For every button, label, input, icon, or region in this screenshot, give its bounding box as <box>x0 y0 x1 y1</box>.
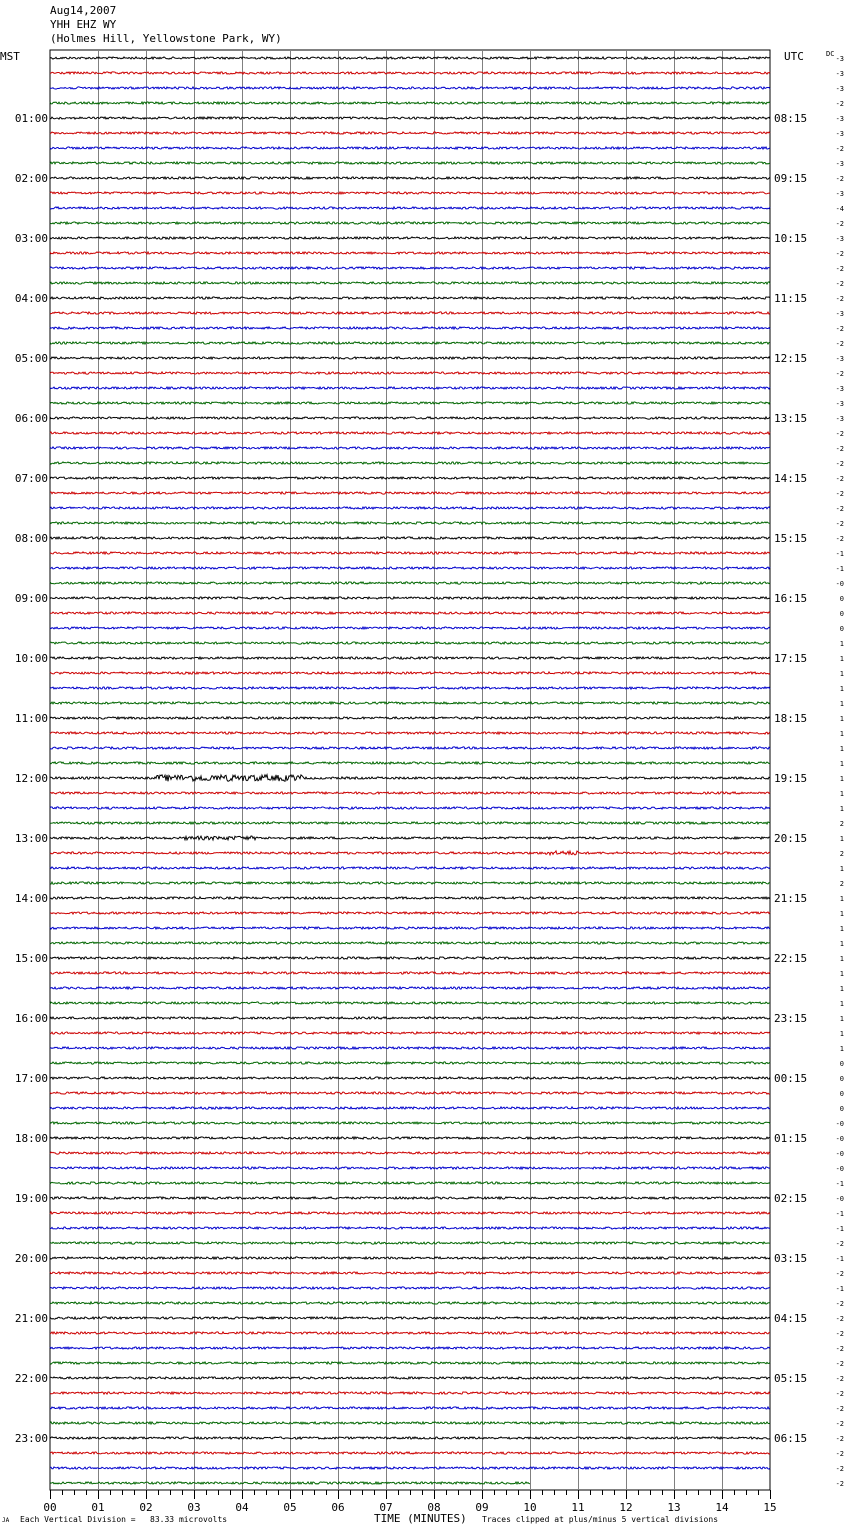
dc-offset-label: -1 <box>835 1285 844 1293</box>
seismic-trace <box>50 1197 770 1199</box>
seismic-trace <box>50 1272 770 1274</box>
dc-offset-label: 1 <box>839 955 844 963</box>
dc-offset-label: -2 <box>835 475 844 483</box>
dc-offset-label: -3 <box>835 385 844 393</box>
dc-label: DC <box>826 50 835 58</box>
seismic-trace <box>50 1212 770 1214</box>
seismic-trace <box>50 192 770 194</box>
seismic-trace <box>50 627 770 629</box>
right-hour-label: 18:15 <box>774 712 808 725</box>
clip-note: Traces clipped at plus/minus 5 vertical divisions <box>482 1515 719 1524</box>
right-hour-label: 03:15 <box>774 1252 808 1265</box>
left-hour-label: 20:00 <box>14 1252 48 1265</box>
seismic-trace <box>50 297 770 299</box>
seismic-trace <box>50 762 770 764</box>
right-hour-label: 05:15 <box>774 1372 808 1385</box>
dc-offset-label: -2 <box>835 1300 844 1308</box>
right-hour-label: 11:15 <box>774 292 808 305</box>
left-hour-label: 23:00 <box>14 1432 48 1445</box>
dc-offset-label: -3 <box>835 190 844 198</box>
seismic-trace <box>50 162 770 164</box>
seismic-trace <box>50 87 770 89</box>
dc-offset-label: -2 <box>835 1345 844 1353</box>
dc-offset-label: -0 <box>835 1195 844 1203</box>
dc-offset-label: -2 <box>835 1315 844 1323</box>
left-hour-label: 18:00 <box>14 1132 48 1145</box>
dc-offset-label: -2 <box>835 1450 844 1458</box>
left-hour-label: 06:00 <box>14 412 48 425</box>
dc-offset-label: 0 <box>839 1090 844 1098</box>
right-hour-label: 00:15 <box>774 1072 808 1085</box>
seismic-trace <box>50 237 770 239</box>
seismic-trace <box>50 1287 770 1289</box>
seismic-trace <box>50 552 770 554</box>
seismic-trace <box>50 1137 770 1139</box>
left-hour-label: 14:00 <box>14 892 48 905</box>
left-hour-label: 21:00 <box>14 1312 48 1325</box>
seismic-trace <box>50 432 770 434</box>
dc-offset-label: -2 <box>835 145 844 153</box>
seismic-trace <box>50 387 770 389</box>
seismic-trace <box>50 282 770 284</box>
left-hour-label: 12:00 <box>14 772 48 785</box>
seismic-trace <box>50 927 770 929</box>
seismic-trace <box>50 1182 770 1184</box>
dc-offset-label: -2 <box>835 430 844 438</box>
dc-offset-label: 2 <box>839 850 844 858</box>
dc-offset-label: -2 <box>835 1270 844 1278</box>
seismic-trace <box>50 447 770 449</box>
dc-offset-label: -0 <box>835 1135 844 1143</box>
x-tick-label: 13 <box>667 1501 681 1514</box>
dc-offset-label: -0 <box>835 580 844 588</box>
seismic-trace <box>50 1437 770 1439</box>
seismic-trace <box>50 1167 770 1169</box>
seismic-trace <box>50 1032 770 1034</box>
dc-offset-label: -0 <box>835 1120 844 1128</box>
seismic-trace <box>50 147 770 149</box>
seismic-trace <box>50 327 770 329</box>
x-tick-label: 00 <box>43 1501 57 1514</box>
seismic-trace <box>50 402 770 404</box>
dc-offset-label: -2 <box>835 520 844 528</box>
dc-offset-label: -2 <box>835 460 844 468</box>
seismic-trace <box>50 1242 770 1244</box>
dc-offset-label: -2 <box>835 1240 844 1248</box>
dc-offset-label: -3 <box>835 355 844 363</box>
seismic-trace <box>50 252 770 254</box>
seismic-trace <box>50 417 770 419</box>
station-location: (Holmes Hill, Yellowstone Park, WY) <box>50 32 282 45</box>
dc-offset-label: -2 <box>835 1420 844 1428</box>
dc-offset-label: -2 <box>835 280 844 288</box>
left-hour-label: 04:00 <box>14 292 48 305</box>
seismic-trace <box>50 372 770 374</box>
right-hour-label: 10:15 <box>774 232 808 245</box>
seismic-trace <box>50 687 770 689</box>
dc-offset-label: 1 <box>839 985 844 993</box>
seismic-trace <box>50 1377 770 1379</box>
seismic-trace <box>50 1392 770 1394</box>
x-tick-label: 02 <box>139 1501 153 1514</box>
dc-offset-label: -3 <box>835 115 844 123</box>
seismic-trace <box>50 642 770 644</box>
left-hour-label: 07:00 <box>14 472 48 485</box>
left-timezone-label: MST <box>0 50 20 63</box>
seismic-trace <box>50 477 770 479</box>
dc-offset-label: -1 <box>835 1255 844 1263</box>
dc-offset-label: -3 <box>835 235 844 243</box>
seismic-trace <box>50 1227 770 1229</box>
seismic-trace <box>50 702 770 704</box>
dc-offset-label: -3 <box>835 130 844 138</box>
dc-offset-label: 2 <box>839 880 844 888</box>
right-hour-label: 21:15 <box>774 892 808 905</box>
x-tick-label: 06 <box>331 1501 345 1514</box>
x-tick-label: 04 <box>235 1501 249 1514</box>
right-hour-label: 20:15 <box>774 832 808 845</box>
dc-offset-label: 1 <box>839 1030 844 1038</box>
dc-offset-label: -2 <box>835 1390 844 1398</box>
x-tick-label: 01 <box>91 1501 105 1514</box>
seismic-trace <box>50 537 770 539</box>
left-hour-label: 11:00 <box>14 712 48 725</box>
x-tick-label: 08 <box>427 1501 441 1514</box>
seismic-trace <box>50 1362 770 1364</box>
dc-offset-label: 0 <box>839 1105 844 1113</box>
seismic-trace <box>50 567 770 569</box>
dc-offset-label: -2 <box>835 490 844 498</box>
seismic-trace <box>50 717 770 719</box>
dc-offset-label: 1 <box>839 970 844 978</box>
seismic-trace <box>50 207 770 209</box>
dc-offset-label: -2 <box>835 1465 844 1473</box>
seismic-trace <box>50 732 770 734</box>
x-tick-label: 11 <box>571 1501 585 1514</box>
right-hour-label: 14:15 <box>774 472 808 485</box>
dc-offset-label: -2 <box>835 445 844 453</box>
x-tick-label: 03 <box>187 1501 201 1514</box>
seismic-trace <box>50 357 770 359</box>
left-hour-label: 15:00 <box>14 952 48 965</box>
dc-offset-label: -2 <box>835 370 844 378</box>
seismic-trace <box>50 897 770 899</box>
seismic-trace <box>50 177 770 179</box>
dc-offset-label: -3 <box>835 400 844 408</box>
dc-offset-label: 1 <box>839 670 844 678</box>
right-hour-label: 06:15 <box>774 1432 808 1445</box>
dc-offset-label: -2 <box>835 250 844 258</box>
x-tick-label: 09 <box>475 1501 489 1514</box>
dc-offset-label: 1 <box>839 700 844 708</box>
dc-offset-label: -2 <box>835 505 844 513</box>
seismic-trace <box>50 657 770 659</box>
left-hour-label: 08:00 <box>14 532 48 545</box>
dc-offset-label: -2 <box>835 1330 844 1338</box>
seismic-trace <box>50 312 770 314</box>
seismic-trace <box>50 117 770 119</box>
seismic-trace <box>50 1047 770 1049</box>
x-tick-label: 14 <box>715 1501 729 1514</box>
dc-offset-label: -2 <box>835 1375 844 1383</box>
seismic-trace <box>50 267 770 269</box>
dc-offset-label: 1 <box>839 940 844 948</box>
dc-offset-label: -2 <box>835 175 844 183</box>
dc-offset-label: -4 <box>835 205 844 213</box>
dc-offset-label: 0 <box>839 595 844 603</box>
seismic-trace <box>50 1152 770 1154</box>
seismic-trace <box>50 1092 770 1094</box>
right-hour-label: 02:15 <box>774 1192 808 1205</box>
dc-offset-label: 1 <box>839 1000 844 1008</box>
right-hour-label: 17:15 <box>774 652 808 665</box>
dc-offset-label: -2 <box>835 1435 844 1443</box>
right-hour-label: 19:15 <box>774 772 808 785</box>
seismic-trace <box>50 102 770 104</box>
dc-offset-label: -2 <box>835 1405 844 1413</box>
dc-offset-label: 1 <box>839 685 844 693</box>
right-hour-label: 09:15 <box>774 172 808 185</box>
left-hour-label: 01:00 <box>14 112 48 125</box>
dc-offset-label: 1 <box>839 835 844 843</box>
seismic-trace <box>50 342 770 344</box>
seismic-trace <box>50 1077 770 1079</box>
dc-offset-label: -2 <box>835 340 844 348</box>
dc-offset-label: 1 <box>839 790 844 798</box>
dc-offset-label: -2 <box>835 295 844 303</box>
dc-offset-label: -3 <box>835 310 844 318</box>
seismic-trace <box>50 1407 770 1409</box>
dc-offset-label: -0 <box>835 1150 844 1158</box>
dc-offset-label: 1 <box>839 805 844 813</box>
seismic-trace <box>50 1347 770 1349</box>
seismic-trace <box>50 1467 770 1469</box>
seismic-trace <box>50 851 770 855</box>
right-hour-label: 13:15 <box>774 412 808 425</box>
seismic-trace <box>50 1107 770 1109</box>
left-hour-label: 05:00 <box>14 352 48 365</box>
left-hour-label: 03:00 <box>14 232 48 245</box>
right-hour-label: 22:15 <box>774 952 808 965</box>
x-tick-label: 05 <box>283 1501 297 1514</box>
dc-offset-label: -1 <box>835 1225 844 1233</box>
dc-offset-label: 1 <box>839 775 844 783</box>
dc-offset-label: 1 <box>839 1045 844 1053</box>
seismic-trace <box>50 882 770 884</box>
seismic-trace <box>50 1062 770 1064</box>
right-hour-label: 15:15 <box>774 532 808 545</box>
dc-offset-label: 1 <box>839 715 844 723</box>
dc-offset-label: -3 <box>835 55 844 63</box>
dc-offset-label: -3 <box>835 415 844 423</box>
dc-offset-label: 1 <box>839 895 844 903</box>
left-hour-label: 02:00 <box>14 172 48 185</box>
left-hour-label: 17:00 <box>14 1072 48 1085</box>
seismic-trace <box>50 492 770 494</box>
x-axis-title: TIME (MINUTES) <box>374 1512 467 1525</box>
dc-offset-label: 1 <box>839 910 844 918</box>
seismic-trace <box>50 1452 770 1454</box>
right-hour-label: 04:15 <box>774 1312 808 1325</box>
scale-note: Each Vertical Division = 83.33 microvolts <box>20 1515 228 1524</box>
seismic-trace <box>50 836 770 840</box>
dc-offset-label: 0 <box>839 625 844 633</box>
dc-offset-label: 2 <box>839 820 844 828</box>
seismic-trace <box>50 957 770 959</box>
seismic-trace <box>50 807 770 809</box>
right-hour-label: 08:15 <box>774 112 808 125</box>
dc-offset-label: -1 <box>835 1210 844 1218</box>
right-hour-label: 12:15 <box>774 352 808 365</box>
left-hour-label: 13:00 <box>14 832 48 845</box>
dc-offset-label: -1 <box>835 1180 844 1188</box>
x-tick-label: 12 <box>619 1501 633 1514</box>
seismic-trace <box>50 972 770 974</box>
dc-offset-label: 1 <box>839 640 844 648</box>
dc-offset-label: -0 <box>835 1165 844 1173</box>
dc-offset-label: -2 <box>835 220 844 228</box>
seismic-trace <box>50 822 770 824</box>
station-code: YHH EHZ WY <box>50 18 117 31</box>
seismic-trace <box>50 57 770 59</box>
dc-offset-label: -2 <box>835 1360 844 1368</box>
left-hour-label: 16:00 <box>14 1012 48 1025</box>
dc-offset-label: -2 <box>835 535 844 543</box>
seismic-trace <box>50 507 770 509</box>
dc-offset-label: 1 <box>839 760 844 768</box>
seismic-trace <box>50 72 770 74</box>
dc-offset-label: 0 <box>839 1060 844 1068</box>
dc-offset-label: -2 <box>835 265 844 273</box>
seismic-trace <box>50 222 770 224</box>
plot-date: Aug14,2007 <box>50 4 117 17</box>
dc-offset-label: -2 <box>835 1480 844 1488</box>
seismic-trace <box>50 747 770 749</box>
left-hour-label: 09:00 <box>14 592 48 605</box>
dc-offset-label: -1 <box>835 550 844 558</box>
seismic-trace <box>50 775 770 782</box>
seismic-trace <box>50 912 770 914</box>
dc-offset-label: -1 <box>835 565 844 573</box>
seismic-trace <box>50 942 770 944</box>
seismic-trace <box>50 462 770 464</box>
dc-offset-label: 1 <box>839 730 844 738</box>
dc-offset-label: 1 <box>839 745 844 753</box>
seismic-trace <box>50 132 770 134</box>
seismic-trace <box>50 612 770 614</box>
seismic-trace <box>50 792 770 794</box>
dc-offset-label: 1 <box>839 1015 844 1023</box>
seismic-trace <box>50 1422 770 1424</box>
dc-offset-label: 0 <box>839 1075 844 1083</box>
left-hour-label: 22:00 <box>14 1372 48 1385</box>
seismic-trace <box>50 1002 770 1004</box>
dc-offset-label: -3 <box>835 85 844 93</box>
dc-offset-label: 1 <box>839 655 844 663</box>
seismic-trace <box>50 987 770 989</box>
seismic-trace <box>50 522 770 524</box>
seismic-trace <box>50 867 770 869</box>
seismic-trace <box>50 1317 770 1319</box>
seismic-trace <box>50 597 770 599</box>
dc-offset-label: 1 <box>839 865 844 873</box>
right-hour-label: 16:15 <box>774 592 808 605</box>
right-hour-label: 23:15 <box>774 1012 808 1025</box>
dc-offset-label: -3 <box>835 70 844 78</box>
seismic-trace <box>50 1257 770 1259</box>
dc-offset-label: -2 <box>835 100 844 108</box>
right-timezone-label: UTC <box>784 50 804 63</box>
seismic-trace <box>50 1302 770 1304</box>
right-hour-label: 01:15 <box>774 1132 808 1145</box>
seismic-trace <box>50 582 770 584</box>
dc-offset-label: 0 <box>839 610 844 618</box>
x-tick-label: 07 <box>379 1501 393 1514</box>
left-hour-label: 19:00 <box>14 1192 48 1205</box>
seismic-trace <box>50 672 770 674</box>
left-hour-label: 10:00 <box>14 652 48 665</box>
seismic-trace <box>50 1122 770 1124</box>
footer-mark: JA <box>2 1517 10 1524</box>
x-tick-label: 15 <box>763 1501 777 1514</box>
dc-offset-label: -3 <box>835 160 844 168</box>
dc-offset-label: -2 <box>835 325 844 333</box>
x-tick-label: 10 <box>523 1501 537 1514</box>
seismic-trace <box>50 1332 770 1334</box>
dc-offset-label: 1 <box>839 925 844 933</box>
seismic-trace <box>50 1017 770 1019</box>
